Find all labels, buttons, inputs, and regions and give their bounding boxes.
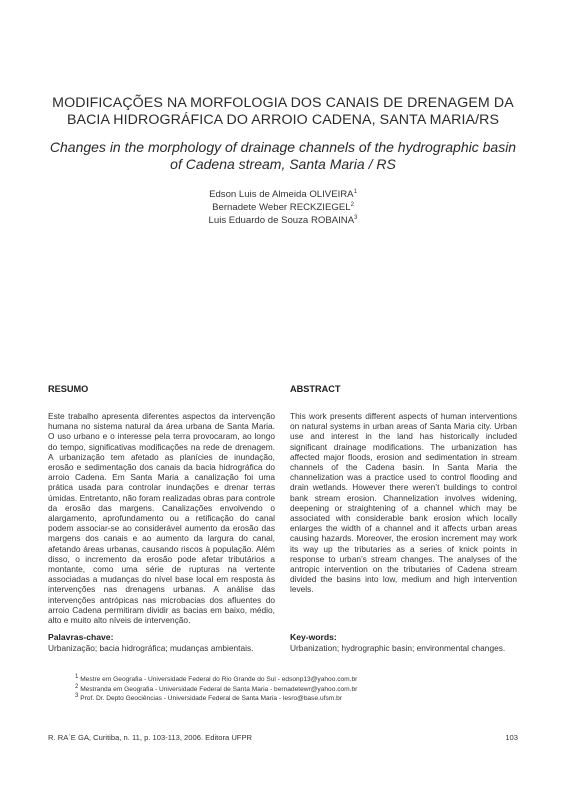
footnote-text: Mestranda em Geografia - Universidade Federal de Santa Maria - bernadetewr@yahoo.com.br — [80, 685, 358, 693]
author-list — [40, 188, 526, 227]
subtitle-line: of Cadena stream, Santa Maria / RS — [170, 156, 396, 172]
paper-title — [40, 95, 526, 129]
footnote-text: Mestre em Geografia - Universidade Federal do Rio Grande do Sul - edsonp13@yahoo.com.br — [80, 676, 358, 683]
journal-citation: R. RA´E GA, Curitiba, n. 11, p. 103-113, 2006. Editora UFPR — [48, 733, 252, 742]
paper-subtitle-english — [40, 139, 526, 173]
title-line: MODIFICAÇÕES NA MORFOLOGIA DOS CANAIS DE DRENAGEM DA — [52, 95, 514, 111]
page-footer — [48, 732, 518, 744]
palavras-chave-label: Palavras-chave: — [48, 632, 114, 642]
author — [40, 188, 526, 201]
page-number: 103 — [505, 733, 518, 742]
palavras-chave-section — [48, 632, 288, 654]
abstract-text: This work presents different aspects of human interventions on natural systems in urban areas of Santa Maria city. Urban use and interest in the land has historically included significant drainage modifications. The urbanization has affected major floods, erosion and sedimentation in stream channels of the Cadena basin. In Santa Maria the channelization was a practice used to control flooding and drain wetlands. However there weren’t buildings to control bank stream erosion. Channelization involves widening, deepening or straightening of a channel which may be associated with considerable bank erosion which locally enlarges the width of a channel and it affects urban areas causing hazards. Moreover, the erosion increment may work its way up the tributaries as a series of knick points in response to urban’s stream changes. The analyses of the antropic intervention on the tributaries of Cadena stream divided the basins into low, medium and high intervention levels. — [290, 411, 517, 595]
footnote-mark: 2 — [75, 683, 79, 690]
resumo-section — [48, 383, 275, 625]
keywords-section — [290, 632, 530, 654]
author-footnote-mark: 3 — [354, 214, 358, 221]
palavras-chave-text: Urbanização; bacia hidrográfica; mudanças ambientais. — [48, 643, 254, 653]
keywords-text: Urbanization; hydrographic basin; environmental changes. — [290, 643, 506, 653]
author-name: Edson Luis de Almeida OLIVEIRA — [209, 189, 354, 200]
footnote-text: Prof. Dr. Depto Geociências - Universidade Federal de Santa Maria - lesro@base.ufsm.br — [80, 695, 342, 702]
author-footnote-mark: 1 — [353, 188, 357, 195]
footnote — [75, 675, 525, 685]
resumo-heading: RESUMO — [48, 384, 89, 394]
footnotes — [75, 675, 525, 704]
footnote-mark: 3 — [75, 692, 79, 699]
footnote — [75, 685, 525, 695]
subtitle-line: Changes in the morphology of drainage channels of the hydrographic basin — [49, 139, 517, 155]
author-name: Bernadete Weber RECKZIEGEL — [212, 202, 351, 213]
abstract-section — [290, 383, 517, 595]
author — [40, 214, 526, 227]
author-name: Luis Eduardo de Souza ROBAINA — [208, 215, 355, 226]
title-line: BACIA HIDROGRÁFICA DO ARROIO CADENA, SANTA MARIA/RS — [66, 112, 500, 128]
abstract-heading: ABSTRACT — [290, 384, 341, 394]
footnote — [75, 694, 525, 704]
author-footnote-mark: 2 — [350, 201, 354, 208]
author — [40, 201, 526, 214]
keywords-label: Key-words: — [290, 632, 337, 642]
resumo-text: Este trabalho apresenta diferentes aspectos da intervenção humana no sistema natural da área urbana de Santa Maria. O uso urbano e o interesse pela terra provocaram, ao longo do tempo, significativas modificações na rede de drenagem. A urbanização tem afetado as planícies de inundação, erosão e sedimentação dos canais da bacia hidrográfica do arroio Cadena. Em Santa Maria a canalização foi uma prática usada para controlar inundações e drenar terras úmidas. Entretanto, não foram realizadas obras para controle da erosão das margens. Canalizações envolvendo o alargamento, aprofundamento ou a retificação do canal podem associar-se ao considerável aumento da erosão das margens dos canais e ao aumento da largura do canal, afetando áreas urbanas, causando riscos à população. Além disso, o incremento da erosão pode afetar tributários a montante, como uma série de rupturas na vertente associadas a mudanças do nível base local em resposta às intervenções nas drenagens urbanas. A análise das intervenções antrópicas nas microbacias dos afluentes do arroio Cadena permitiram dividir as bacias em baixo, médio, alto e muito alto níveis de intervenção. — [48, 411, 275, 626]
footnote-mark: 1 — [75, 673, 79, 680]
